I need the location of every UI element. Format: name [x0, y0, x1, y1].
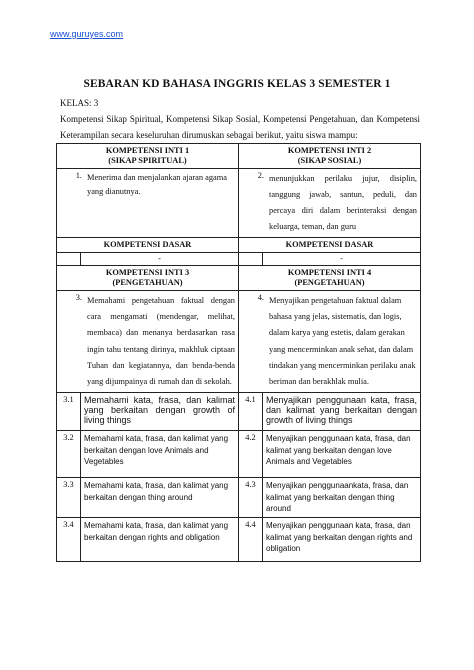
dash-left: -: [81, 253, 239, 266]
kd-text-left: Memahami kata, frasa, dan kalimat yang berkaitan dengan love Animals and Vegetables: [81, 431, 239, 478]
ki2-number: 2.: [257, 171, 264, 180]
ki1-subtitle: (SIKAP SPIRITUAL): [108, 156, 187, 165]
kd-code-right: 4.1: [239, 393, 263, 431]
ki3-subtitle: (PENGETAHUAN): [112, 278, 183, 287]
kd-code-left: 3.1: [57, 393, 81, 431]
intro-paragraph: Kompetensi Sikap Spiritual, Kompetensi Sikap Sosial, Kompetensi Pengetahuan, dan Kompetensi Keterampilan secara keseluruhan dirumuskan sebagai berikut, yaitu siswa mampu:: [60, 114, 420, 140]
ki2-header: [239, 144, 421, 169]
ki2-text: menunjukkan perilaku jujur, disiplin, tanggung jawab, santun, peduli, dan percaya diri dalam berinteraksi dengan keluarga, teman, dan guru: [269, 174, 417, 231]
kd-text-right: Menyajikan penggunaan kata, frasa, dan kalimat yang berkaitan dengan rights and obligation: [263, 518, 421, 562]
ki4-subtitle: (PENGETAHUAN): [294, 278, 365, 287]
ki2-subtitle: (SIKAP SOSIAL): [297, 156, 362, 165]
kd-text-right: Menyajikan penggunaan kata, frasa, dan kalimat yang berkaitan dengan growth of living things: [263, 393, 421, 431]
ki34-content-row: [57, 291, 421, 393]
ki4-number: 4.: [257, 293, 264, 302]
class-label: KELAS: 3: [60, 98, 99, 108]
kd-text-left: Memahami kata, frasa, dan kalimat yang berkaitan dengan rights and obligation: [81, 518, 239, 562]
ki4-title: KOMPETENSI INTI 4: [287, 268, 372, 277]
kd-header-row: [57, 238, 421, 253]
ki-content-row: [57, 169, 421, 238]
ki4-text: Menyajikan pengetahuan faktual dalam bahasa yang jelas, sistematis, dan logis, dalam karya yang estetis, dalam gerakan yang mencerminkan anak sehat, dan dalam tindakan yang mencerminkan perilaku anak beriman dan berakhlak mulia.: [269, 296, 416, 387]
kd-header-right: KOMPETENSI DASAR: [239, 238, 421, 253]
ki2-cell: [239, 169, 421, 238]
kd-row: [57, 478, 421, 518]
kd-table: [56, 143, 421, 562]
ki3-title: KOMPETENSI INTI 3: [105, 268, 190, 277]
kd-row: [57, 518, 421, 562]
kd-header-left: KOMPETENSI DASAR: [57, 238, 239, 253]
kd-text-left: Memahami kata, frasa, dan kalimat yang berkaitan dengan growth of living things: [81, 393, 239, 431]
ki4-cell: [239, 291, 421, 393]
kd-text-left: Memahami kata, frasa, dan kalimat yang berkaitan dengan thing around: [81, 478, 239, 518]
kd-code-left: 3.4: [57, 518, 81, 562]
ki3-number: 3.: [75, 293, 82, 302]
ki1-number: 1.: [75, 171, 82, 180]
ki4-header: [239, 266, 421, 291]
website-link[interactable]: www.guruyes.com: [50, 29, 124, 39]
ki3-cell: [57, 291, 239, 393]
kd-code-right: 4.3: [239, 478, 263, 518]
document-title: SEBARAN KD BAHASA INGGRIS KELAS 3 SEMESTER 1: [83, 78, 391, 90]
ki1-title: KOMPETENSI INTI 1: [105, 146, 190, 155]
ki1-text: Menerima dan menjalankan ajaran agama yang dianutnya.: [87, 173, 227, 196]
kd-row: [57, 431, 421, 478]
kd-text-right: Menyajikan penggunaan kata, frasa, dan kalimat yang berkaitan dengan love Animals and Vegetables: [263, 431, 421, 478]
ki34-header-row: [57, 266, 421, 291]
dash-right: -: [263, 253, 421, 266]
kd-row: [57, 393, 421, 431]
kd-code-right: 4.2: [239, 431, 263, 478]
ki3-header: [57, 266, 239, 291]
ki1-header: [57, 144, 239, 169]
ki-header-row: [57, 144, 421, 169]
ki1-cell: [57, 169, 239, 238]
ki2-title: KOMPETENSI INTI 2: [287, 146, 372, 155]
kd-text-right: Menyajikan penggunaankata, frasa, dan kalimat yang berkaitan dengan thing around: [263, 478, 421, 518]
dash-row: [57, 253, 421, 266]
ki3-text: Memahami pengetahuan faktual dengan cara mengamati (mendengar, melihat, membaca) dan menanya berdasarkan rasa ingin tahu tentang dirinya, makhluk ciptaan Tuhan dan kegiatannya, dan benda-benda yang dijumpainya di rumah dan di sekolah.: [87, 296, 235, 387]
kd-code-left: 3.3: [57, 478, 81, 518]
kd-code-right: 4.4: [239, 518, 263, 562]
kd-code-left: 3.2: [57, 431, 81, 478]
